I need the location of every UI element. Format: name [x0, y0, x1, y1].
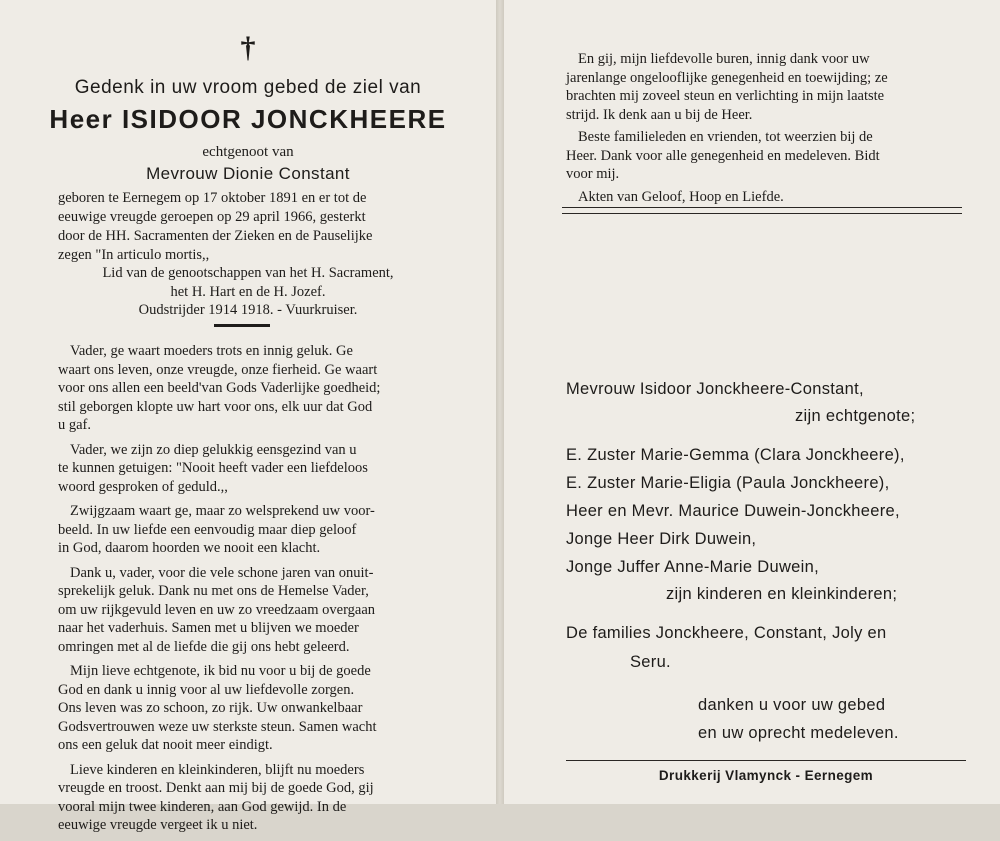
text-line: God en dank u innig voor al uw liefdevolle zorgen.	[58, 681, 355, 698]
divider	[562, 207, 962, 208]
text-line: strijd. Ik denk aan u bij de Heer.	[566, 106, 753, 123]
birth-death-text	[58, 189, 458, 265]
society-line-2: het H. Hart en de H. Jozef.	[170, 284, 326, 300]
paragraph	[58, 441, 458, 497]
family-line: zijn echtgenote;	[795, 407, 916, 425]
text-line: voor ons allen een beeld'van Gods Vaderlijke goedheid;	[58, 380, 381, 396]
paragraph	[566, 50, 966, 124]
family-line: Jonge Heer Dirk Duwein,	[566, 530, 757, 548]
text-line: vooral mijn twee kinderen, aan God gewijd. In de	[58, 798, 347, 815]
text-line: ons een geluk dat nooit meer eindigt.	[58, 737, 273, 753]
text-line: te kunnen getuigen: "Nooit heeft vader een liefdeloos	[58, 460, 368, 476]
text-line: eeuwige vreugde vergeet ik u niet.	[58, 817, 258, 833]
paragraph	[566, 188, 966, 207]
text-line: Beste familieleden en vrienden, tot weerzien bij de	[578, 129, 873, 145]
divider	[566, 760, 966, 761]
text-line: voor mij.	[566, 166, 620, 182]
printer-credit: Drukkerij Vlamynck - Eernegem	[658, 768, 874, 783]
paragraph	[58, 502, 458, 558]
text-line: jarenlange ongelooflijke genegenheid en toewijding; ze	[566, 69, 888, 86]
paragraph	[58, 761, 458, 835]
text-line: waart ons leven, onze vreugde, onze fierheid. Ge waart	[58, 361, 378, 378]
spouse-name: Mevrouw Dionie Constant	[146, 164, 350, 183]
paragraph	[58, 342, 458, 435]
family-line: Mevrouw Isidoor Jonckheere-Constant,	[566, 380, 864, 398]
divider	[214, 324, 270, 327]
text-line: Vader, we zijn zo diep gelukkig eensgezind van u	[70, 441, 357, 458]
birth-line: geboren te Eernegem op 17 oktober 1891 en er tot de	[58, 190, 367, 206]
divider	[562, 213, 962, 214]
family-line: danken u voor uw gebed	[698, 696, 886, 714]
text-line: Vader, ge waart moeders trots en innig geluk. Ge	[70, 343, 353, 359]
text-line: omringen met al de liefde die gij ons hebt geleerd.	[58, 638, 350, 655]
paragraph	[58, 564, 458, 657]
birth-line: zegen "In articulo mortis,,	[58, 247, 210, 263]
text-line: brachten mij zoveel steun en verlichting in mijn laatste	[566, 88, 885, 104]
family-line: Jonge Juffer Anne-Marie Duwein,	[566, 558, 819, 576]
intro-line: Gedenk in uw vroom gebed de ziel van	[74, 77, 422, 98]
text-line: woord gesproken of geduld.,,	[58, 478, 228, 495]
text-line: sprekelijk geluk. Dank nu met ons de Hemelse Vader,	[58, 583, 369, 599]
cross-icon: †	[240, 31, 256, 64]
thanks-text	[566, 50, 966, 210]
spouse-label: echtgenoot van	[202, 144, 294, 160]
veteran-line: Oudstrijder 1914 1918. - Vuurkruiser.	[138, 302, 358, 318]
card-fold	[496, 0, 504, 804]
text-line: Ons leven was zo schoon, zo rijk. Uw onwankelbaar	[58, 700, 363, 716]
family-line: Seru.	[630, 653, 671, 671]
text-line: in God, daarom hoorden we nooit een klacht.	[58, 540, 321, 556]
text-line: vreugde en troost. Denkt aan mij bij de goede God, gij	[58, 780, 374, 796]
society-line-1: Lid van de genootschappen van het H. Sacrament,	[102, 265, 394, 281]
text-line: Dank u, vader, voor die vele schone jaren van onuit-	[70, 564, 374, 581]
text-line: Akten van Geloof, Hoop en Liefde.	[578, 188, 784, 205]
farewell-text	[58, 342, 458, 841]
birth-line: eeuwige vreugde geroepen op 29 april 1966, gesterkt	[58, 209, 366, 225]
family-line: en uw oprecht medeleven.	[698, 724, 899, 742]
family-line: De families Jonckheere, Constant, Joly en	[566, 624, 887, 642]
family-line: E. Zuster Marie-Eligia (Paula Jonckheere),	[566, 474, 890, 492]
text-line: naar het vaderhuis. Samen met u blijven we moeder	[58, 620, 359, 636]
text-line: Godsvertrouwen weze uw sterkste steun. Samen wacht	[58, 718, 377, 735]
deceased-name: Heer ISIDOOR JONCKHEERE	[49, 104, 447, 134]
text-line: Heer. Dank voor alle genegenheid en medeleven. Bidt	[566, 147, 880, 164]
text-line: om uw rijkgevuld leven en uw zo vreedzaam overgaan	[58, 601, 376, 618]
family-line: Heer en Mevr. Maurice Duwein-Jonckheere,	[566, 502, 900, 520]
text-line: u gaf.	[58, 417, 92, 433]
text-line: Lieve kinderen en kleinkinderen, blijft nu moeders	[70, 761, 365, 778]
birth-line: door de HH. Sacramenten der Zieken en de Pauselijke	[58, 228, 373, 244]
paragraph	[566, 128, 966, 184]
paragraph	[58, 662, 458, 755]
text-line: beeld. In uw liefde een eenvoudig maar diep geloof	[58, 521, 357, 538]
family-line: E. Zuster Marie-Gemma (Clara Jonckheere),	[566, 446, 905, 464]
text-line: stil geborgen klopte uw hart voor ons, elk uur dat God	[58, 398, 373, 415]
family-line: zijn kinderen en kleinkinderen;	[666, 585, 898, 603]
text-line: En gij, mijn liefdevolle buren, innig dank voor uw	[578, 51, 870, 67]
text-line: Zwijgzaam waart ge, maar zo welsprekend uw voor-	[70, 503, 375, 519]
text-line: Mijn lieve echtgenote, ik bid nu voor u bij de goede	[70, 663, 371, 679]
